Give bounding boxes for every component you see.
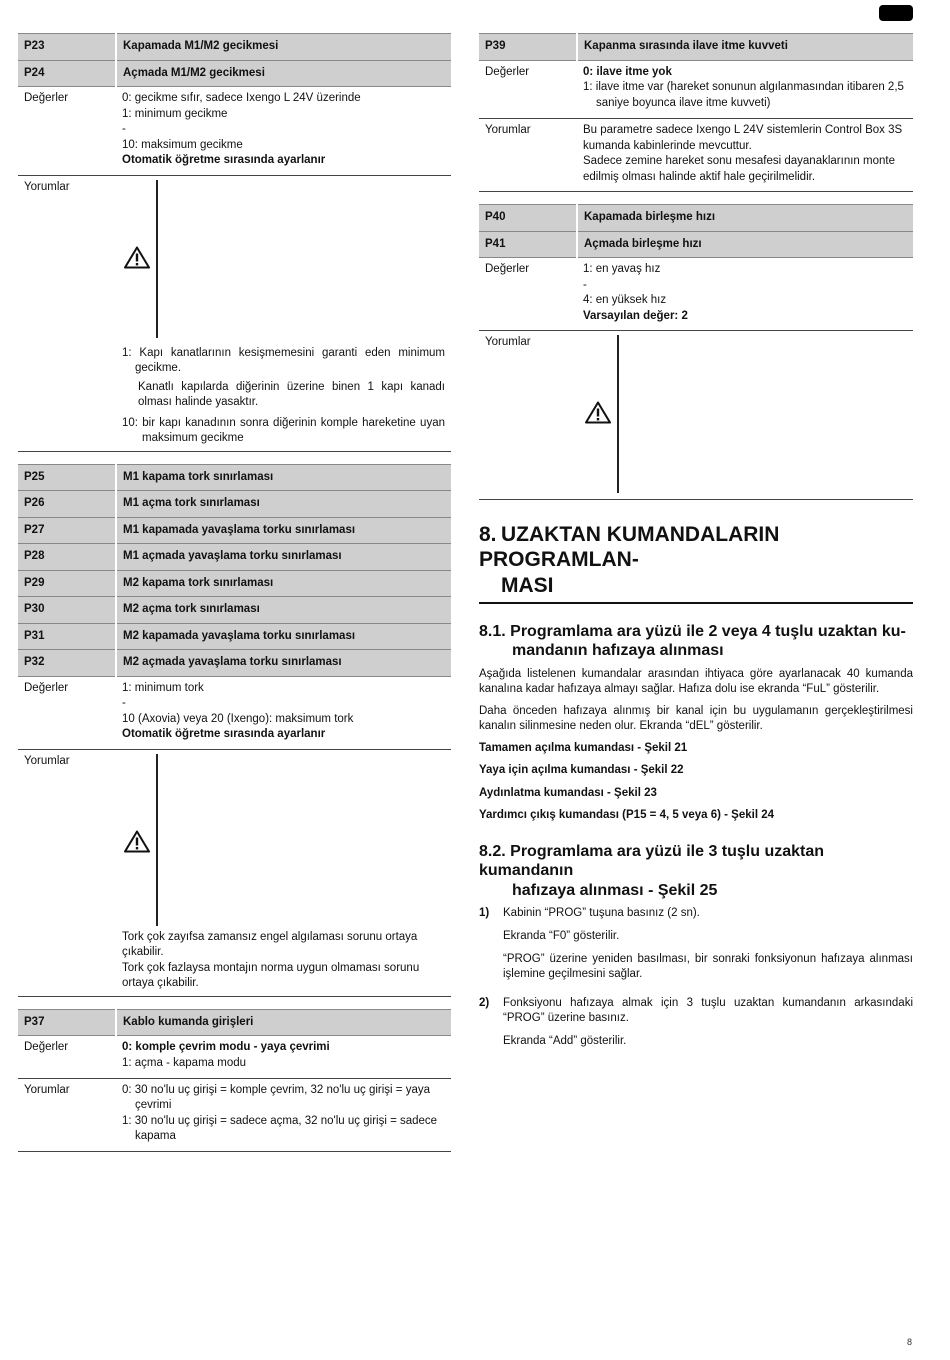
comments-label: Yorumlar (18, 1078, 116, 1151)
comment-line: 1: Kapı kanatlarının kesişmemesini garanti eden minimum gecikme. (122, 346, 445, 375)
language-tab (879, 5, 913, 21)
step-item (479, 996, 913, 1057)
param-name: M1 kapama tork sınırlaması (116, 464, 451, 491)
param-name: M2 kapamada yavaşlama torku sınırlaması (116, 623, 451, 650)
values-label: Değerler (18, 87, 116, 176)
param-name: M1 açmada yavaşlama torku sınırlaması (116, 544, 451, 571)
value-line: 1: minimum tork (122, 681, 204, 694)
comment-line: Kanatlı kapılarda diğerinin üzerine binen 1 kapı kanadı olması halinde yasaktır. (138, 380, 445, 409)
param-name: Kablo kumanda girişleri (116, 1009, 451, 1036)
subsection-number: 8.1. (479, 622, 506, 640)
param-name: M2 açma tork sınırlaması (116, 597, 451, 624)
comments-cell (577, 331, 913, 500)
comment-line: Sadece zemine hareket sonu mesafesi dayanaklarının monte edilmiş olması halinde aktif hale geçirilmelidir. (583, 155, 895, 183)
value-line: 1: ilave itme var (hareket sonunun algılanmasından itibaren 2,5 saniye boyunca ilave itme kuvveti) (583, 81, 904, 109)
value-line: 1: en yavaş hız (583, 263, 661, 276)
comments-cell (116, 749, 451, 996)
param-code: P23 (18, 34, 116, 61)
value-line: Varsayılan değer: 2 (583, 309, 688, 322)
warning-icon (124, 246, 150, 269)
subsection-title: mandanın hafızaya alınması (512, 642, 724, 660)
warning-box (156, 754, 445, 926)
right-column (479, 33, 913, 1062)
param-name: Kapanma sırasında ilave itme kuvveti (577, 34, 913, 61)
values-cell (116, 676, 451, 749)
figure-ref: Yaya için açılma kumandası - Şekil 22 (479, 764, 684, 777)
subsection-title: Programlama ara yüzü ile 3 tuşlu uzaktan kumandanın (479, 842, 825, 880)
section-number: 8. (479, 523, 497, 547)
value-line: - (122, 123, 126, 136)
subsection-number: 8.2. (479, 842, 506, 860)
param-table-p37 (18, 1009, 451, 1152)
comment-line: Tork çok fazlaysa montajın norma uygun olmaması sorunu ortaya çıkabilir. (122, 961, 420, 990)
param-code: P32 (18, 650, 116, 677)
value-line: 4: en yüksek hız (583, 294, 667, 307)
value-line: 0: gecikme sıfır, sadece Ixengo L 24V üzerinde (122, 92, 361, 105)
param-code: P31 (18, 623, 116, 650)
values-label: Değerler (18, 1036, 116, 1078)
comment-line: 1: 30 no'lu uç girişi = sadece açma, 32 no'lu uç girişi = sadece kapama (122, 1114, 438, 1143)
subsection-title: hafızaya alınması - Şekil 25 (512, 881, 718, 899)
comment-line: 0: 30 no'lu uç girişi = komple çevrim, 32 no'lu uç girişi = yaya çevrimi (122, 1083, 431, 1112)
comment-line: Bu parametre sadece Ixengo L 24V sistemlerin Control Box 3S kumanda kabinlerinde mevcuttur. (583, 124, 903, 152)
warning-icon (124, 830, 150, 853)
param-name: M2 kapama tork sınırlaması (116, 570, 451, 597)
step-number: 1) (479, 907, 490, 920)
section-title: UZAKTAN KUMANDALARIN PROGRAMLAN- (479, 523, 780, 572)
param-table-p40-p41 (479, 204, 913, 500)
section-8-2-heading (479, 842, 913, 901)
comments-cell (116, 175, 451, 451)
section-title: MASI (501, 573, 554, 597)
param-name: Kapamada M1/M2 gecikmesi (116, 34, 451, 61)
value-line: 10 (Axovia) veya 20 (Ixengo): maksimum tork (122, 712, 354, 725)
param-name: M1 açma tork sınırlaması (116, 491, 451, 518)
param-code: P40 (479, 205, 577, 232)
paragraph: Daha önceden hafızaya alınmış bir kanal için bu uygulamanın gerçekleştirilmesi kanalın silinmesine neden olur. Ekranda “dEL” gösterilir. (479, 704, 913, 733)
values-cell (116, 1036, 451, 1078)
param-code: P37 (18, 1009, 116, 1036)
page-number: 8 (906, 1336, 912, 1347)
section-8-1-heading (479, 622, 913, 661)
value-line: 10: maksimum gecikme (122, 138, 243, 151)
values-cell (577, 258, 913, 331)
param-table-p39 (479, 33, 913, 192)
param-code: P27 (18, 517, 116, 544)
comments-label: Yorumlar (479, 119, 577, 192)
param-code: P41 (479, 231, 577, 258)
step-line: Kabinin “PROG” tuşuna basınız (2 sn). (503, 907, 700, 920)
step-line: “PROG” üzerine yeniden basılması, bir sonraki fonksiyonun hafızaya alınması işlemine geçilmesini sağlar. (503, 952, 913, 981)
comments-cell (116, 1078, 451, 1151)
section-8-heading (479, 522, 913, 604)
param-name: Açmada birleşme hızı (577, 231, 913, 258)
comments-cell (577, 119, 913, 192)
values-label: Değerler (479, 258, 577, 331)
step-line: Ekranda “F0” gösterilir. (503, 930, 620, 942)
param-code: P28 (18, 544, 116, 571)
subsection-title: Programlama ara yüzü ile 2 veya 4 tuşlu uzaktan ku- (510, 622, 906, 640)
left-column (18, 33, 451, 1164)
values-label: Değerler (479, 60, 577, 119)
value-line: 0: ilave itme yok (583, 65, 672, 78)
value-line: 0: komple çevrim modu - yaya çevrimi (122, 1041, 330, 1054)
step-item (479, 906, 913, 989)
step-line: Fonksiyonu hafızaya almak için 3 tuşlu uzaktan kumandanın arkasındaki “PROG” üzerine basınız. (503, 996, 913, 1025)
values-label: Değerler (18, 676, 116, 749)
warning-icon (585, 401, 611, 424)
param-code: P24 (18, 60, 116, 87)
paragraph: Aşağıda listelenen kumandalar arasından ihtiyaca göre ayarlanacak 40 kumanda kanalına kadar hafızaya almayı sağlar. Hafıza dolu ise ekranda “FuL” gösterilir. (479, 667, 913, 696)
param-table-p25-p32 (18, 464, 451, 997)
values-cell (116, 87, 451, 176)
value-line: 1: açma - kapama modu (122, 1056, 247, 1069)
comments-label: Yorumlar (479, 331, 577, 500)
value-line: - (583, 278, 587, 291)
comment-line: 10: bir kapı kanadının sonra diğerinin komple hareketine uyan maksimum gecikme (122, 416, 445, 445)
warning-box (156, 180, 445, 338)
value-line: Otomatik öğretme sırasında ayarlanır (122, 154, 326, 167)
step-line: Ekranda “Add” gösterilir. (503, 1034, 627, 1047)
figure-ref: Yardımcı çıkış kumandası (P15 = 4, 5 veya 6) - Şekil 24 (479, 809, 775, 822)
param-name: M1 kapamada yavaşlama torku sınırlaması (116, 517, 451, 544)
param-table-p23-p24 (18, 33, 451, 452)
value-line: Otomatik öğretme sırasında ayarlanır (122, 728, 326, 741)
param-code: P29 (18, 570, 116, 597)
param-name: Açmada M1/M2 gecikmesi (116, 60, 451, 87)
step-list (479, 906, 913, 1056)
param-code: P26 (18, 491, 116, 518)
figure-ref: Aydınlatma kumandası - Şekil 23 (479, 786, 657, 799)
warning-box (617, 335, 907, 493)
step-number: 2) (479, 996, 490, 1009)
comment-line: Tork çok zayıfsa zamansız engel algılaması sorunu ortaya çıkabilir. (122, 930, 418, 959)
comments-label: Yorumlar (18, 175, 116, 451)
param-code: P25 (18, 464, 116, 491)
figure-ref: Tamamen açılma kumandası - Şekil 21 (479, 741, 688, 754)
param-code: P30 (18, 597, 116, 624)
param-name: M2 açmada yavaşlama torku sınırlaması (116, 650, 451, 677)
value-line: - (122, 697, 126, 710)
value-line: 1: minimum gecikme (122, 107, 228, 120)
comments-label: Yorumlar (18, 749, 116, 996)
param-code: P39 (479, 34, 577, 61)
param-name: Kapamada birleşme hızı (577, 205, 913, 232)
values-cell (577, 60, 913, 119)
